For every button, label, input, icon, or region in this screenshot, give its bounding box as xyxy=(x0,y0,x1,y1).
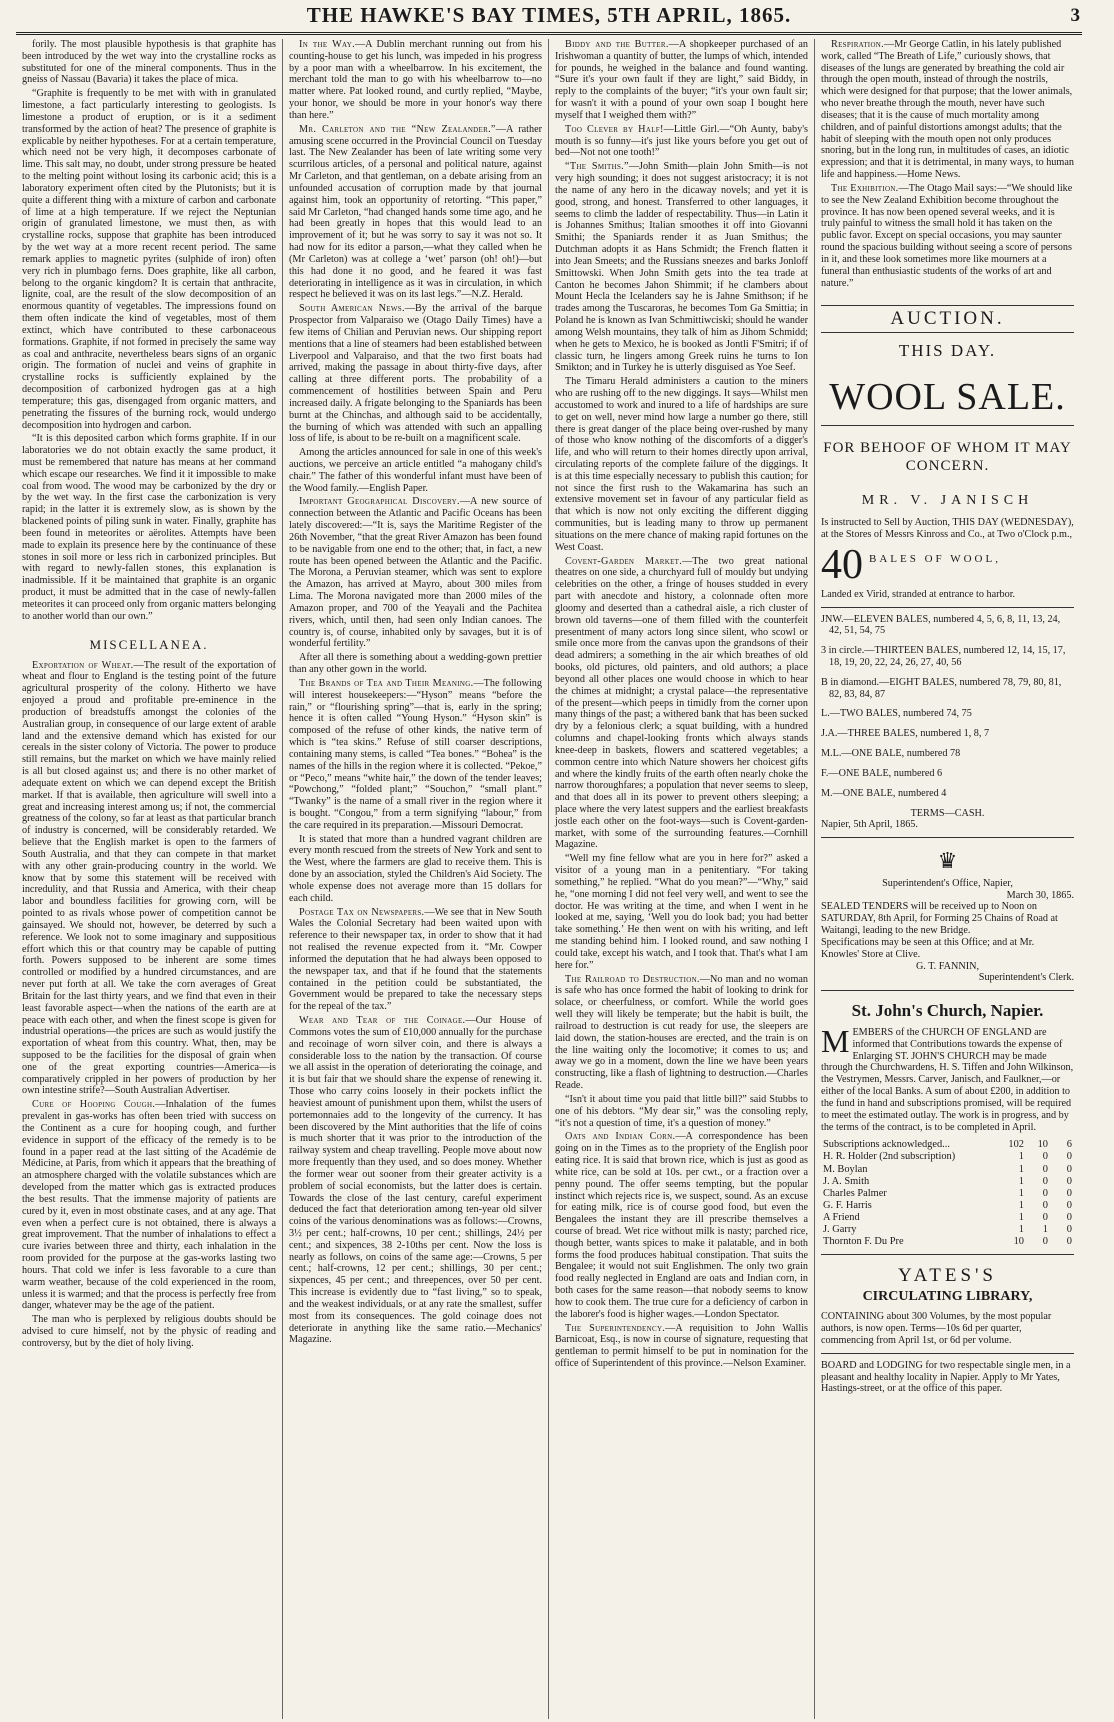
yates-subtitle: CIRCULATING LIBRARY, xyxy=(862,1289,1033,1305)
misc-item-text: —The result of the exportation of wheat and flour to England is the testing point of the future agricultural prosperity of the colony. Hitherto we have enjoyed a proud and profitable pre-eminence in the production of breadstuffs amongst the colonies of the Australian group, in consequence of our large extent of arable land and the extensive demand which has existed for our cereals in the sister colony of Victoria. The power to produce still remains, but the market on which we have mainly relied is all but closed against us; and there is no other market of adequate extent on which we can depend except the British market. If that is available, then agriculture will swell into a great and increasing interest among us; if not, the commercial greatness of the colony, so far at least as that particular branch of industry is concerned, will be considerably retarded. We believe that the English market is open to the farmers of South Australia, and that they can compete in that market with any other grain-producing country in the world. We know that by some this statement will be received with incredulity, and that Russia and America, with their cheap labor and boundless facilities for growing corn, will be pointed to as rivals whose power of competition cannot be gainsayed. We should not, however, be deterred by such a reference. We look not to some imaginary and suppositious effort which this or that country may be capable of putting forth. Powers supposed to be inherent are some times controlled or modified by a hundred circumstances, and are never put forth at all. We take the corn averages of Great Britain for the last thirty years, and we find that even in their least favorable aspect—when the nations of the earth are at peace with each other, and when the finest scope is given for industrial operations—the prices are such as would justify the exportation of wheat from this country. What, then, may be supposed to be the facilities for the disposal of grain when one of the great exporting countries—America—is comparatively crippled in her powers of production by her own intestine strife?—South Australian Advertiser. xyxy=(22,659,276,1097)
auction-lot: M.—ONE BALE, numbered 4 xyxy=(821,787,947,799)
news-item xyxy=(289,652,542,676)
subscriptions-table xyxy=(821,1139,1074,1248)
subscriber-name: J. Garry xyxy=(823,1223,857,1235)
news-item-head: Biddy and the Butter. xyxy=(565,39,669,50)
auction-lot: F.—ONE BALE, numbered 6 xyxy=(821,767,943,779)
news-item-head: The Railroad to Destruction. xyxy=(565,973,700,985)
news-item-head: Covent-Garden Market. xyxy=(565,555,683,567)
news-item-head: South American News. xyxy=(299,303,405,315)
subscription-row xyxy=(821,1139,1074,1151)
amount-cell: 0 xyxy=(1066,1235,1072,1247)
misc-item-text: The man who is perplexed by religious doubts should be advised to cure himself, not by the physic of reading and controversy, but by the diet of holy living. xyxy=(22,1314,276,1349)
amount-cell: 1 xyxy=(1018,1223,1024,1235)
auction-lot: 3 in circle.—THIRTEEN BALES, numbered 12, 14, 15, 17, 18, 19, 20, 22, 24, 26, 27, 40, 56 xyxy=(821,645,1066,668)
tender-office: Superintendent's Office, Napier, xyxy=(882,877,1013,889)
column-4 xyxy=(814,39,1080,1719)
news-item-head: In the Way. xyxy=(299,39,355,50)
amount-cell: 10 xyxy=(1037,1139,1048,1151)
amount-cell: 0 xyxy=(1066,1223,1072,1235)
news-item xyxy=(289,678,542,832)
news-item xyxy=(555,974,808,1092)
subscriber-name: Charles Palmer xyxy=(823,1187,887,1199)
church-text: EMBERS of the CHURCH OF ENGLAND are informed that Contributions towards the expense of Enlarging ST. JOHN'S CHURCH may be made through the Churchwardens, H. S. Tiffen and John Wilkinson, the Vestrymen, Messrs. Carver, Janisch, and Faulkner,—or either of the local Banks. A sum of about £200, in addition to the fund in hand and subscriptions promised, will be required to meet the estimated outlay. The work is in progress, and by the terms of the contract, is to be completed in April. xyxy=(821,1026,1074,1133)
subscriber-name: G. F. Harris xyxy=(823,1199,872,1211)
tender-role: Superintendent's Clerk. xyxy=(978,972,1074,984)
news-item-text: —Mr George Catlin, in his lately published work, called “The Breath of Life,” curiously shows, that diseases of the lungs are generated by breathing the cold air through the open mouth, instead of through the nostrils, which were designed for that purpose; that the lower animals, who never breathe through the mouth, never have such diseases; that it is the cause of much mortality among children, and of painful distortions amongst adults; that the habit of sleeping with the mouth open not only produces snoring, but in the long run, in multitudes of cases, an idiotic expression; and that it is detrimental, in many ways, to human life and happiness.—Home News. xyxy=(821,39,1074,181)
subscription-row xyxy=(821,1200,1074,1212)
news-item xyxy=(555,1323,808,1370)
news-item xyxy=(555,124,808,159)
masthead-title: THE HAWKE'S BAY TIMES, 5TH APRIL, 1865. xyxy=(306,3,792,27)
amount-cell: 0 xyxy=(1042,1163,1048,1175)
news-item-head: Respiration. xyxy=(831,39,885,50)
church-body xyxy=(821,1022,1074,1133)
amount-cell: 102 xyxy=(1008,1139,1024,1151)
news-item xyxy=(821,183,1074,289)
amount-cell: 1 xyxy=(1018,1199,1024,1211)
amount-cell: 10 xyxy=(1013,1235,1024,1247)
news-item-text: “Isn't it about time you paid that little bill?” said Stubbs to one of his debtors. “My dear sir,” was the consoling reply, “it's not a question of time, it's a question of money.” xyxy=(555,1093,808,1129)
wool-sale-title: WOOL SALE. xyxy=(821,375,1074,426)
news-item xyxy=(555,1131,808,1320)
news-item-text: “Well my fine fellow what are you in here for?” asked a visitor of a young man in a penitentiary. “For taking something,” he replied. “What do you mean?”—“Why,” said he, “one morning I did not feel very well, and went to see the doctor. He was writing at the time, and when I went in he looked at me, saying, ‘Well you do look bad; you had better take something.’ He then went on with his writing, and left me standing behind him. I looked round, and saw nothing I could take, except his watch, and I took that. That's what I am here for.” xyxy=(555,853,808,971)
news-item-text: —No man and no woman is safe who has once formed the habit of looking to drink for solace, or cheerfulness, or comfort. While the world goes well they will likely be temperate; but the habit is built, the railroad to destruction is cut ready for use, the sleepers are laid down, the station-houses are erected, and the train is on the line waiting only the locomotive; it comes to us; and away we go in a moment, down the line we have been years constructing, like a flash of lightning to destruction.—Charles Reade. xyxy=(555,973,808,1092)
divider xyxy=(821,1254,1074,1255)
auction-heading: AUCTION. xyxy=(821,305,1074,333)
masthead xyxy=(16,0,1082,35)
news-item-text: —A new source of connection between the Atlantic and Pacific Oceans has been lately discovered:—“It is, says the Maritime Register of the 26th November, “that the great River Amazon has been found to be navigable from one end to the other; that, in fact, a new route has been opened between the Atlantic and the Pacific. The Morona, a Peruvian steamer, which was sent to explore the Amazon, has arrived at Mayro, about 300 miles from Lima. The Morona navigated more than 2000 miles of the Amazon proper, and 700 of the Yeayali and the Pachitea rivers, which, until then, had seen only Indian canoes. The country is, of course, inhabited only by savages, but it is of wonderful fertility.” xyxy=(289,496,542,650)
news-item-text: —The following will interest housekeepers:—“Hyson” means “before the rain,” or “flourishing spring”—that is, early in the spring; hence it is often called “Young Hyson.” “Hyson skin” is composed of the refuse of other kinds, the native term of which is “tea skins.” Refuse of still coarser descriptions, containing many stems, is called “Tea bones.” “Bohea” is the names of the hills in the region where it is collected. “Pekoe,” or “Peco,” means “white hair,” the down of the tender leaves; “Powchong,” “folded plant;” “Souchon,” “small plant.” “Twanky” is the name of a small river in the region where it is bought. “Congou,” from a term signifying “labour,” from the care required in its preparation.—Missouri Democrat. xyxy=(289,677,542,831)
news-item-text: —A Dublin merchant running out from his counting-house to get his lunch, was impeded in his progress by a poor man with a wheelbarrow. In his excitement, the merchant told the man to go with his wheelbarrow to—no matter where. Pat looked round, and curtly replied, “Maybe, your honor, we should be more in your honor's way there than here.” xyxy=(289,39,542,121)
news-item xyxy=(289,907,542,1013)
news-item xyxy=(289,124,542,301)
news-item-head: Postage Tax on Newspapers. xyxy=(299,906,425,918)
news-item xyxy=(289,834,542,905)
divider xyxy=(821,607,1074,608)
amount-cell: 0 xyxy=(1042,1199,1048,1211)
misc-item-text: —Inhalation of the fumes prevalent in gas-works has often been tried with success on the Continent as a cure for hooping cough, and further evidence in support of the efficacy of the remedy is to be found in a paper read at the last sitting of the Académie de Médicine, at Paris, from which it appears that the breathing of an atmosphere charged with the volatile substances which are developed from the matter which gas is extracted produces the best results. That the immense majority of patients are cured by it, even in most obstinate cases, and at any age. That even when a perfect cure is not obtained, there is always a great improvement. That the number of inhalations to effect a cure ivaries between three and thirty, each inhalation in the room provided for the purpose at the gas-works lasting two hours. That cold we infer is less favorable to a cure than warm weather, because of the cold experienced in the room, unless it is warmed; and that the process is perfectly free from danger, whatever may be the age of the patient. xyxy=(22,1099,276,1312)
amount-cell: 0 xyxy=(1042,1187,1048,1199)
news-item-text: After all there is something about a wedding-gown prettier than any other gown in the world. xyxy=(289,652,542,676)
auctioneer-name: MR. V. JANISCH xyxy=(861,493,1034,508)
amount-cell: 0 xyxy=(1042,1211,1048,1223)
news-item-text: —Little Girl.—“Oh Aunty, baby's mouth is so funny—it's just like yours before you get out of bed—Not not one tooth!” xyxy=(555,123,808,159)
news-item-head: Oats and Indian Corn. xyxy=(565,1131,676,1143)
auction-instructions: Is instructed to Sell by Auction, THIS DAY (WEDNESDAY), at the Stores of Messrs Kinross and Co., at Two o'Clock p.m., xyxy=(821,517,1074,541)
subscriber-name: Thornton F. Du Pre xyxy=(823,1235,904,1247)
auction-lot: L.—TWO BALES, numbered 74, 75 xyxy=(821,708,972,720)
news-item-head: “The Smiths.” xyxy=(565,161,629,173)
news-item-head: Important Geographical Discovery. xyxy=(299,496,460,508)
auction-behoof: FOR BEHOOF OF WHOM IT MAY CONCERN. xyxy=(823,440,1072,474)
amount-cell: 1 xyxy=(1018,1151,1024,1163)
subscription-row xyxy=(821,1212,1074,1224)
news-item-text: —Our House of Commons votes the sum of £10,000 annually for the purchase and recoinage of worn silver coin, and there is always a considerable loss to the nation by the transaction. Of course we all assist in the operation of deteriorating the coinage, and it is but fair that we should share the expense of renewing it. Those who carry coins loosely in their pockets inflict the heaviest amount of punishment upon them, whilst the users of portemonnaies add to the longevity of the currency. It has been discovered by the Mint authorities that the life of coins is much shorter that it was prior to the introduction of the railway system and cheap travelling. People move about now more frequently than they used, and so does money. Whether the former wear out sooner from their greater activity is a problem of social economists, but the latter does is certain. Towards the close of the last century, careful experiment deduced the fact that deterioration among ten-year old silver coins of the various denominations was as follows:—Crowns, 3½ per cent.; half-crowns, 10 per cent.; shillings, 24½ per cent.; and sixpences, 38 2-10ths per cent. Now the loss is nearly as follows, on coins of the same age:—Crowns, 5 per cent.; half-crowns, 12 per cent.; shillings, 30 per cent.; sixpences, 45 per cent.; and threepences, over 50 per cent. This increase is evidently due to “fast living,” so to speak, and the weakest individuals, or at any rate the smallest, suffer most from its consequences. The gold coinage does not deteriorate in anything like the same ratio.—Mechanics' Magazine. xyxy=(289,1015,542,1346)
news-item xyxy=(289,496,542,650)
amount-cell: 1 xyxy=(1018,1187,1024,1199)
subscription-row xyxy=(821,1176,1074,1188)
tender-date: March 30, 1865. xyxy=(1006,889,1074,901)
amount-cell: 1 xyxy=(1018,1163,1024,1175)
amount-cell: 0 xyxy=(1066,1163,1072,1175)
news-item-text: Among the articles announced for sale in one of this week's auctions, we perceive an article entitled “a mahogany child's chair.” The father of this wonderful infant must have been of the Wood family.—English Paper. xyxy=(289,447,542,494)
tender-body: SEALED TENDERS will be received up to Noon on SATURDAY, 8th April, for Forming 25 Chains of Road at Waitangi, leading to the new Bridge. xyxy=(821,901,1058,937)
auction-this-day: THIS DAY. xyxy=(898,341,997,361)
tender-specs: Specifications may be seen at this Office; and at Mr. Knowles' Store at Clive. xyxy=(821,936,1035,960)
news-item xyxy=(555,376,808,553)
amount-cell: 1 xyxy=(1018,1211,1024,1223)
board-lodging: BOARD and LODGING for two respectable single men, in a pleasant and healthy locality in Napier. Apply to Mr Yates, Hastings-street, or at the office of this paper. xyxy=(821,1359,1071,1395)
news-item xyxy=(289,447,542,494)
bales-text: BALES OF WOOL, xyxy=(869,552,1001,565)
columns xyxy=(16,39,1082,1719)
news-item-text: The Timaru Herald administers a caution to the miners who are rushing off to the new diggings. It says—Whilst men accustomed to work and inured to a life of hardships are sure to get on well, never mind how large a number go there, still there is great danger of the place being over-rushed by many of those who know nothing of the discomforts of a digger's life, and who will return to their homes directly upon arrival, circulating reports of the complete failure of the diggings. It is at this time especially necessary to publish this caution; for not since the first rush to the Wakamarina has such an extensive movement set in favour of any particular field as that which is now not only exciting the different digging communities, but is leading many to throw up permanent situations on the mere chance of making rapid fortunes on the West Coast. xyxy=(555,376,808,553)
amount-cell: 0 xyxy=(1042,1235,1048,1247)
news-item xyxy=(821,39,1074,181)
news-item xyxy=(555,1094,808,1129)
amount-cell: 0 xyxy=(1066,1199,1072,1211)
amount-cell: 0 xyxy=(1066,1175,1072,1187)
news-item xyxy=(289,39,542,122)
divider xyxy=(821,1353,1074,1354)
subscriber-name: M. Boylan xyxy=(823,1163,868,1175)
subscriber-name: H. R. Holder (2nd subscription) xyxy=(823,1151,956,1163)
subscriber-name: J. A. Smith xyxy=(823,1175,870,1187)
bales-count: 40 xyxy=(821,541,863,588)
divider xyxy=(821,990,1074,991)
news-item-text: —The Otago Mail says:—“We should like to see the New Zealand Exhibition become throughout the province. It has now been opened several weeks, and it is truly painful to witness the small hold it has taken on the public favor. Except on special occasions, you may saunter round the spacious building without seeing a score of persons in it, and these look sometimes more like mourners at a funeral than enthusiastic students of the works of art and nature.” xyxy=(821,182,1073,289)
misc-item xyxy=(22,660,276,1098)
column-1 xyxy=(16,39,282,1719)
tender-signatory: G. T. FANNIN, xyxy=(915,960,980,972)
yates-title: YATES'S xyxy=(898,1264,997,1286)
news-item-text: It is stated that more than a hundred vagrant children are every month rescued from the streets of New York and sent to the West, where the farmers are glad to receive them. This is done by an association, styled the Children's Aid Society. The whole expense does not average more than 15 dollars for each child. xyxy=(289,833,542,904)
news-item xyxy=(555,39,808,122)
subscriber-name: Subscriptions acknowledged... xyxy=(823,1139,950,1151)
news-item xyxy=(555,556,808,852)
column-3 xyxy=(548,39,814,1719)
misc-item xyxy=(22,1099,276,1312)
news-item-text: —A shopkeeper purchased of an Irishwoman a quantity of butter, the lumps of which, intended for pounds, he weighed in the balance and found wanting. “Sure it's your own fault if they are light,” said Biddy, in reply to the complaints of the buyer; “it's your own fault sir; for wasn't it with a pound of your own soap I bought here myself that I weighed them with?” xyxy=(555,39,808,121)
subscription-row xyxy=(821,1236,1074,1248)
subscription-row xyxy=(821,1151,1074,1163)
subscription-row xyxy=(821,1164,1074,1176)
church-dropcap: M xyxy=(821,1022,850,1059)
news-item-head: Too Clever by Half! xyxy=(565,123,664,135)
news-item-text: —A correspondence has been going on in the Times as to the propriety of the English poor eating rice. It is said that brown rice, which is just as good as white rice, can be sold at 10s. per cwt., or a fraction over a penny pound. The offer seems tempting, but the popular instinct which rejects rice is, we suspect, sound. As an excuse for eating milk, rice is of course good food, but even the Bengalees the instant they are ill prescribe themselves a course of bread. Wet rice without milk is nasty; parched rice, though better, wants spices to make it palatable, and in both forms the food produces habitual constipation. That suits the Bengalee; it would not suit Englishmen. The only two grain food really neglected in England are oats and Indian corn, in both cases for the same reason—that nobody seems to know how to cook them. The true cure for a deficiency of carbon in the laborer's food is higher wages.—London Spectator. xyxy=(555,1131,808,1320)
amount-cell: 1 xyxy=(1018,1175,1024,1187)
amount-cell: 1 xyxy=(1042,1223,1048,1235)
news-item-head: The Exhibition. xyxy=(831,182,899,194)
amount-cell: 0 xyxy=(1066,1151,1072,1163)
news-item-text: —A rather amusing scene occurred in the Provincial Council on Tuesday last. The New Zealander has been of late writing some very scurrilous articles, of a personal and political nature, against Mr Carleton, and that gentleman, on a debate arising from an unfounded accusation of corruption made by that journal against him, took an opportunity of retorting. “This paper,” said Mr Carleton, “had changed hands some time ago, and he had been greatly in hopes that this would lead to an improvement of it; but he was sorry to say it was not so. It had now for its editor a parson,—what they called when he (Mr Carleton) was at college a ‘wet’ parson (oh! oh!)—but this had done it no good, and he feared it was fast deteriorating in intelligence as it was in circulation, in which respect he believed it was on its last legs.”—N.Z. Herald. xyxy=(289,123,542,301)
subscription-row xyxy=(821,1224,1074,1236)
misc-item xyxy=(22,1314,276,1349)
news-item-head: Wear and Tear of the Coinage. xyxy=(299,1015,466,1027)
amount-cell: 0 xyxy=(1042,1151,1048,1163)
amount-cell: 0 xyxy=(1066,1211,1072,1223)
auction-terms: TERMS—CASH. xyxy=(910,807,985,819)
article-paragraph: “It is this deposited carbon which forms graphite. If in our laboratories we do not obtain exactly the same product, it must be remembered that nature has means at her command which escape our researches. We find it it impossible to make coal from wood. The wood may be carbonized by the dry or by the wet way. In the first case the carbonization is very rapid; in the latter it is extremely slow, as is shown by the blackened points of piling sunk in water. Finally, graphite has been found in meteorites or aërolites. Attempts have been made to explain its presence here by the continuance of these stones in soil more or less rich in carbonized principles. But with regard to newly-fallen stones, this explanation is inadmissible. If it be maintained that graphite is an organic product, it must be admitted that in the case of newly-fallen meteorites it can proceed only from organic matters belonging to another world than our own.” xyxy=(22,433,276,622)
yates-body: CONTAINING about 300 Volumes, by the most popular authors, is now open. Terms—10s 6d per quarter, commencing from April 1st, or 6d per volume. xyxy=(821,1311,1052,1346)
subscriber-name: A Friend xyxy=(823,1211,860,1223)
news-item-text: —A requisition to John Wallis Barnicoat, Esq., is now in course of signature, requesting that gentleman to permit himself to be put in nomination for the office of Superintendent of this province.—Nelson Examiner. xyxy=(555,1322,809,1370)
auction-lot: J.A.—THREE BALES, numbered 1, 8, 7 xyxy=(821,728,990,740)
amount-cell: 0 xyxy=(1042,1175,1048,1187)
article-paragraph: forily. The most plausible hypothesis is that graphite has been introduced by the wet way into the crystalline rocks as substituted for one of the mineral components. Thus in the gneiss of Nassau (Bavaria) it takes the place of mica. xyxy=(22,39,276,86)
misc-item-head: Cure of Hooping Cough. xyxy=(32,1099,156,1111)
article-paragraph: “Graphite is frequently to be met with with in granulated limestone, a fact particularly interesting to geologists. Is limestone a product of eruption, or is it a sediment transformed by the action of heat? The presence of graphite is explicable by neither hypotheses. For at a certain temperature, which need not be very high, it decomposes carbonate of lime. This salt may, no doubt, under strong pressure be heated to the melting point without losing its carbonic acid; this is a laboratory experiment often cited by the Plutonists; but it is quite a different thing with a mixture of carbon and carbonate of lime at a high temperature. If we reject the Neptunian origin of granulated limestone, we must then, as with crystalline rocks, suppose that graphite has been introduced by the wet way at a more recent recent period. The same remark applies to magnetic pyrites (sulphide of iron) often very rich in plumbago ferns. Does graphite, like all carbon, belong to the organic kingdom? It is certain that anthracite, lignite, coal, are the result of the slow decomposition of an enormous quantity of vegetables. The impressions found on them often indicate the kind of vegetables, most of them extinct, which have contributed to these carbonaceous formations. Graphite, if not formed in precisely the same way as coal and anthracite, nevertheless bears signs of an organic origin. The formation of nuclei and veins of graphite in crystalline rocks is sufficiently explained by the decomposition of carbonized hydrogen gas at a high temperature; this gas, disengaged from organic matters, and penetrating the fissures of the burning rock, would undergo decomposition into hydrogen and carbon. xyxy=(22,88,276,431)
news-item-text: —We see that in New South Wales the Colonial Secretary had been waited upon with reference to their newspaper tax, in order to show that it had not realised the revenue expected from it. “Mr. Cowper informed the deputation that he had always been opposed to the newspaper tax, and that if he found that the statements contained in the petition could be substantiated, the Government would be prepared to take the necessary steps for the repeal of the tax.” xyxy=(289,906,542,1013)
amount-cell: 0 xyxy=(1066,1187,1072,1199)
news-item xyxy=(555,161,808,374)
auction-lot: M.L.—ONE BALE, numbered 78 xyxy=(821,748,961,760)
auction-landed: Landed ex Virid, stranded at entrance to harbor. xyxy=(821,588,1016,600)
page-number: 3 xyxy=(1070,5,1080,26)
news-item-text: —By the arrival of the barque Prospector from Valparaiso we (Otago Daily Times) have a few items of Chilian and Peruvian news. Our shipping report mentions that a line of steamers had been established between Liverpool and Valparaiso, and that the two first boats had arrived, making the passage in about thirty-five days, after calling at three different ports. The probability of a commencement of hostilities between Spain and Peru increased daily. A frigate belonging to the Spaniards has been burnt at the Chinchas, and although said to be accidentally, the burning of which was attended with such an appalling loss of life, is about to be re-built on a magnificent scale. xyxy=(289,303,542,445)
auction-lot: B in diamond.—EIGHT BALES, numbered 78, 79, 80, 81, 82, 83, 84, 87 xyxy=(821,676,1062,700)
amount-cell: 6 xyxy=(1066,1139,1072,1151)
news-item xyxy=(555,853,808,971)
news-item-head: Mr. Carleton and the “New Zealander.” xyxy=(299,123,496,135)
royal-crest-icon: ♛ xyxy=(937,848,958,874)
news-item-text: —John Smith—plain John Smith—is not very high sounding; it does not suggest aristocracy; it is not the name of any hero in the dicaway novels; and yet it is good, strong, and honest. Transferred to other languages, it seems to climb the ladder of respectability. Thus—in Latin it is Johannes Smithus; Italian smoothes it off into Giovanni Smithi; the Spaniards render it as Juan Smithus; the Dutchman adopts it as Hans Schmidt; the French flatten it into Jean Smeets; and the Russians sneezes and barks Jonloff Smittowski. When John Smith gets into the tea trade at Canton he becomes Jahon Shimmit; if he clambers about Mount Hecla the Icelanders say he is Jahne Smithson; if he trades among the Tuscaroras, he becomes Tom Ga Smittia; in Poland he is known as Ivan Schmittiwciski; should he wander among Welsh mountains, they talk of him as Jihom Schmidd; when he gets to Mexico, he is booked as Jontli F'Smitri; if of classic turn, he lingers among Greek ruins he turns to Ion Smikton; and in Turkey he is utterly disguised as Yoe Seef. xyxy=(555,161,808,374)
news-item-head: The Superintendency. xyxy=(565,1322,666,1334)
news-item xyxy=(289,303,542,445)
news-item-head: The Brands of Tea and Their Meaning. xyxy=(299,677,474,689)
subscription-row xyxy=(821,1188,1074,1200)
misc-item-head: Exportation of Wheat. xyxy=(32,659,134,671)
news-item xyxy=(289,1015,542,1346)
divider xyxy=(821,837,1074,838)
church-title: St. John's Church, Napier. xyxy=(851,1001,1044,1021)
bales-line xyxy=(821,541,1074,588)
auction-lot: JNW.—ELEVEN BALES, numbered 4, 5, 6, 8, 11, 13, 24, 42, 51, 54, 75 xyxy=(821,613,1061,637)
auction-date: Napier, 5th April, 1865. xyxy=(821,819,918,831)
column-2 xyxy=(282,39,548,1719)
section-heading-miscellanea: MISCELLANEA. xyxy=(89,636,209,652)
news-item-text: —The two great national theatres on one side, a churchyard full of mouldy but undying celebrities on the other, a fringe of houses studded in every part with anecdote and history, a colonnade often more gloomy and deserted than a cathedral aisle, a rich cluster of brown old taverns—one of them filled with the counterfeit presentment of many actors long since silent, who scowl or smile once more from the canvas upon the grandsons of their dead admirers; a something in the air which breathes of old books, old pictures, old painters, and old authors; a place beyond all other places one would choose in which to hear the chimes at midnight; a crystal palace—the representative of the present—which peeps in timidly from the corner upon many things of the past; a withered bank that has been sucked dry by a felonious clerk; a squat building, with a hundred columns and chapel-looking fronts which always stands knee-deep in baskets, flowers and scattered vegetables; a common centre into which Nature showers her choicest gifts and where the kindly fruits of the earth often nearly choke the narrow thoroughfares; a population that never seems to sleep, and that does all in its power to prevent others sleeping; a place where the very latest suppers and the earliest breakfasts jostle each other on the foot-ways—such is Covent-garden-market, with some of the surrounding features.—Cornhill Magazine. xyxy=(555,555,809,851)
